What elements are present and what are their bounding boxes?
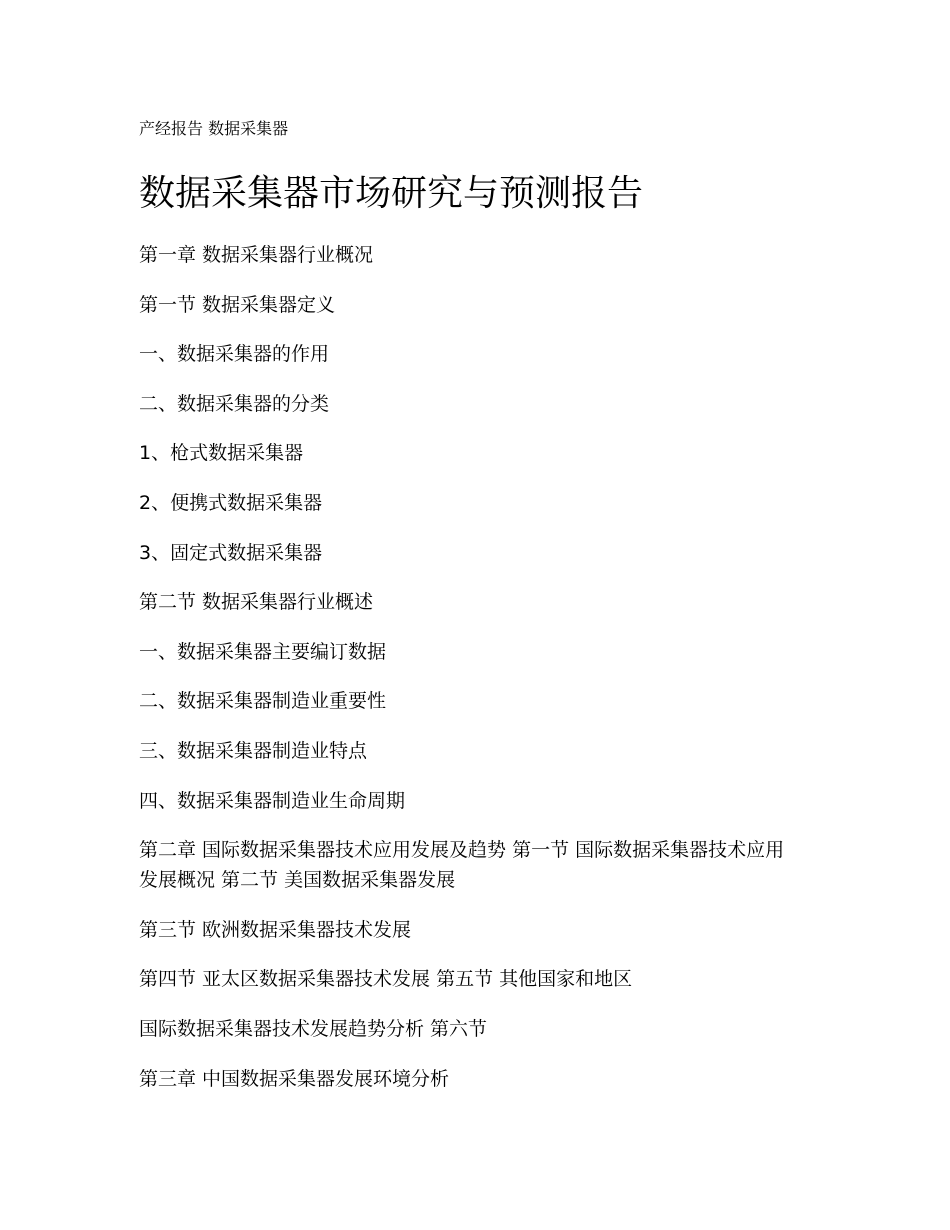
toc-item: 3、固定式数据采集器	[139, 541, 323, 564]
toc-item: 三、数据采集器制造业特点	[139, 739, 368, 762]
toc-item-section-1-1: 第一节 数据采集器定义	[139, 293, 336, 316]
document-title: 数据采集器市场研究与预测报告	[139, 173, 644, 214]
toc-item: 2、便携式数据采集器	[139, 491, 323, 514]
toc-item-section-1-2: 第二节 数据采集器行业概述	[139, 591, 374, 614]
table-of-contents	[139, 240, 799, 1113]
toc-item: 第四节 亚太区数据采集器技术发展 第五节 其他国家和地区	[139, 968, 633, 991]
toc-item: 第三节 欧洲数据采集器技术发展	[139, 918, 412, 941]
toc-item: 国际数据采集器技术发展趋势分析 第六节	[139, 1017, 488, 1040]
toc-item: 1、枪式数据采集器	[139, 442, 304, 465]
toc-item: 一、数据采集器主要编订数据	[139, 640, 387, 663]
toc-item-chapter-1: 第一章 数据采集器行业概况	[139, 244, 374, 266]
toc-item: 一、数据采集器的作用	[139, 343, 330, 366]
toc-item: 四、数据采集器制造业生命周期	[139, 789, 406, 812]
toc-item: 二、数据采集器的分类	[139, 392, 330, 415]
report-header-label: 产经报告 数据采集器	[139, 119, 289, 138]
toc-item-chapter-2: 第二章 国际数据采集器技术应用发展及趋势 第一节 国际数据采集器技术应用发展概况 第二节 美国数据采集器发展	[139, 839, 785, 892]
toc-item-chapter-3: 第三章 中国数据采集器发展环境分析	[139, 1067, 450, 1090]
toc-item: 二、数据采集器制造业重要性	[139, 690, 387, 713]
